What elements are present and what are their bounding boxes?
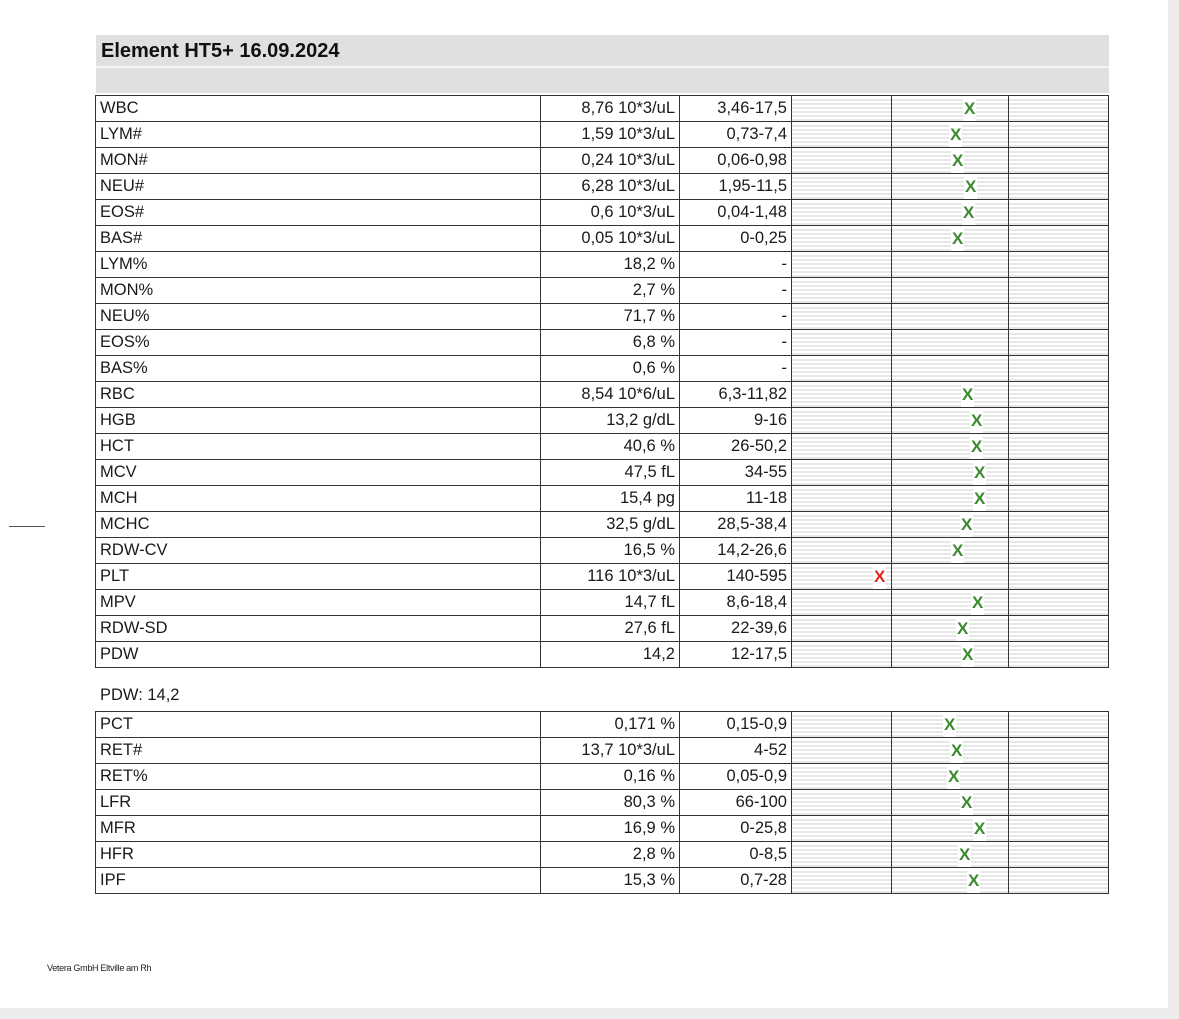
normal-flag-mark: X — [943, 712, 956, 737]
reference-range: 0,05-0,9 — [680, 764, 792, 790]
parameter-name: PCT — [96, 712, 541, 738]
table-row — [96, 252, 1109, 278]
scale-low-cell — [792, 460, 892, 486]
scale-high-cell — [1009, 738, 1109, 764]
table-row — [96, 486, 1109, 512]
table-row — [96, 330, 1109, 356]
scale-normal-cell — [892, 434, 1009, 460]
scale-normal-cell — [892, 356, 1009, 382]
scale-low-cell — [792, 330, 892, 356]
scale-low-cell — [792, 252, 892, 278]
table-row — [96, 868, 1109, 894]
reference-range: 14,2-26,6 — [680, 538, 792, 564]
scale-high-cell — [1009, 486, 1109, 512]
table-row — [96, 382, 1109, 408]
normal-flag-mark: X — [947, 764, 960, 789]
scale-high-cell — [1009, 842, 1109, 868]
result-value: 0,16 % — [541, 764, 680, 790]
table-row — [96, 790, 1109, 816]
parameter-name: WBC — [96, 96, 541, 122]
normal-flag-mark: X — [951, 538, 964, 563]
report-title: Element HT5+ 16.09.2024 — [101, 40, 340, 62]
reference-range: - — [680, 304, 792, 330]
reference-range: 66-100 — [680, 790, 792, 816]
result-value: 13,2 g/dL — [541, 408, 680, 434]
scale-low-cell — [792, 96, 892, 122]
result-value: 0,171 % — [541, 712, 680, 738]
scale-high-cell — [1009, 868, 1109, 894]
parameter-name: MPV — [96, 590, 541, 616]
scale-normal-cell — [892, 616, 1009, 642]
parameter-name: HGB — [96, 408, 541, 434]
scale-low-cell — [792, 790, 892, 816]
parameter-name: EOS# — [96, 200, 541, 226]
results-table-body — [96, 712, 1109, 894]
normal-flag-mark: X — [970, 434, 983, 459]
scale-low-cell — [792, 122, 892, 148]
scale-low-cell — [792, 356, 892, 382]
scale-high-cell — [1009, 816, 1109, 842]
parameter-name: NEU% — [96, 304, 541, 330]
table-row — [96, 738, 1109, 764]
scale-normal-cell — [892, 96, 1009, 122]
result-value: 6,8 % — [541, 330, 680, 356]
scale-low-cell — [792, 816, 892, 842]
parameter-name: MCHC — [96, 512, 541, 538]
result-value: 2,7 % — [541, 278, 680, 304]
result-value: 0,6 10*3/uL — [541, 200, 680, 226]
normal-flag-mark: X — [960, 790, 973, 815]
result-value: 8,54 10*6/uL — [541, 382, 680, 408]
result-value: 8,76 10*3/uL — [541, 96, 680, 122]
parameter-name: IPF — [96, 868, 541, 894]
reference-range: - — [680, 278, 792, 304]
scale-high-cell — [1009, 408, 1109, 434]
result-value: 13,7 10*3/uL — [541, 738, 680, 764]
scale-low-cell — [792, 616, 892, 642]
normal-flag-mark: X — [963, 96, 976, 121]
scale-normal-cell — [892, 512, 1009, 538]
scale-normal-cell — [892, 330, 1009, 356]
parameter-name: PLT — [96, 564, 541, 590]
reference-range: 0,06-0,98 — [680, 148, 792, 174]
results-table-reticulocytes — [95, 711, 1109, 894]
scale-high-cell — [1009, 712, 1109, 738]
result-value: 16,5 % — [541, 538, 680, 564]
table-row — [96, 200, 1109, 226]
result-value: 71,7 % — [541, 304, 680, 330]
parameter-name: RET% — [96, 764, 541, 790]
table-row — [96, 764, 1109, 790]
table-row — [96, 226, 1109, 252]
scale-low-cell — [792, 868, 892, 894]
table-row — [96, 538, 1109, 564]
header-separator — [96, 66, 1109, 68]
scale-low-cell — [792, 712, 892, 738]
reference-range: - — [680, 252, 792, 278]
scale-normal-cell — [892, 382, 1009, 408]
scale-normal-cell — [892, 842, 1009, 868]
scale-low-cell — [792, 538, 892, 564]
low-flag-mark: X — [873, 564, 886, 589]
result-value: 18,2 % — [541, 252, 680, 278]
normal-flag-mark: X — [967, 868, 980, 893]
reference-range: 11-18 — [680, 486, 792, 512]
parameter-name: MON% — [96, 278, 541, 304]
reference-range: 0,04-1,48 — [680, 200, 792, 226]
scale-high-cell — [1009, 590, 1109, 616]
normal-flag-mark: X — [951, 148, 964, 173]
reference-range: 0,7-28 — [680, 868, 792, 894]
scale-high-cell — [1009, 226, 1109, 252]
reference-range: 1,95-11,5 — [680, 174, 792, 200]
scale-low-cell — [792, 174, 892, 200]
result-value: 0,6 % — [541, 356, 680, 382]
scale-normal-cell — [892, 712, 1009, 738]
parameter-name: MCV — [96, 460, 541, 486]
reference-range: - — [680, 356, 792, 382]
scale-normal-cell — [892, 642, 1009, 668]
reference-range: 140-595 — [680, 564, 792, 590]
scale-normal-cell — [892, 408, 1009, 434]
scale-high-cell — [1009, 512, 1109, 538]
reference-range: 22-39,6 — [680, 616, 792, 642]
normal-flag-mark: X — [971, 590, 984, 615]
scale-high-cell — [1009, 174, 1109, 200]
result-value: 40,6 % — [541, 434, 680, 460]
table-row — [96, 816, 1109, 842]
normal-flag-mark: X — [950, 738, 963, 763]
normal-flag-mark: X — [962, 200, 975, 225]
scale-normal-cell — [892, 174, 1009, 200]
table-row — [96, 590, 1109, 616]
scale-high-cell — [1009, 764, 1109, 790]
table-row — [96, 278, 1109, 304]
result-value: 47,5 fL — [541, 460, 680, 486]
normal-flag-mark: X — [961, 642, 974, 667]
parameter-name: MON# — [96, 148, 541, 174]
scale-normal-cell — [892, 868, 1009, 894]
scale-high-cell — [1009, 434, 1109, 460]
table-row — [96, 356, 1109, 382]
scale-high-cell — [1009, 642, 1109, 668]
result-value: 27,6 fL — [541, 616, 680, 642]
scale-low-cell — [792, 148, 892, 174]
reference-range: 0-25,8 — [680, 816, 792, 842]
scale-normal-cell — [892, 764, 1009, 790]
parameter-name: HCT — [96, 434, 541, 460]
scale-low-cell — [792, 590, 892, 616]
scale-high-cell — [1009, 200, 1109, 226]
table-row — [96, 174, 1109, 200]
normal-flag-mark: X — [970, 408, 983, 433]
parameter-name: RDW-CV — [96, 538, 541, 564]
scale-high-cell — [1009, 148, 1109, 174]
scale-high-cell — [1009, 564, 1109, 590]
table-row — [96, 434, 1109, 460]
parameter-name: HFR — [96, 842, 541, 868]
normal-flag-mark: X — [973, 816, 986, 841]
scale-normal-cell — [892, 200, 1009, 226]
parameter-name: MCH — [96, 486, 541, 512]
results-table-main — [95, 95, 1109, 668]
scale-normal-cell — [892, 148, 1009, 174]
reference-range: 26-50,2 — [680, 434, 792, 460]
normal-flag-mark: X — [949, 122, 962, 147]
pdw-note: PDW: 14,2 — [100, 686, 180, 704]
table-row — [96, 642, 1109, 668]
parameter-name: EOS% — [96, 330, 541, 356]
scale-low-cell — [792, 408, 892, 434]
reference-range: 0,15-0,9 — [680, 712, 792, 738]
results-table-body — [96, 96, 1109, 668]
result-value: 1,59 10*3/uL — [541, 122, 680, 148]
scale-low-cell — [792, 512, 892, 538]
scale-high-cell — [1009, 330, 1109, 356]
scale-normal-cell — [892, 486, 1009, 512]
result-value: 16,9 % — [541, 816, 680, 842]
scale-high-cell — [1009, 790, 1109, 816]
scale-high-cell — [1009, 96, 1109, 122]
scale-low-cell — [792, 434, 892, 460]
reference-range: 0,73-7,4 — [680, 122, 792, 148]
scale-low-cell — [792, 486, 892, 512]
table-row — [96, 842, 1109, 868]
scale-low-cell — [792, 200, 892, 226]
scale-high-cell — [1009, 538, 1109, 564]
result-value: 14,7 fL — [541, 590, 680, 616]
parameter-name: LYM% — [96, 252, 541, 278]
table-row — [96, 408, 1109, 434]
scale-normal-cell — [892, 304, 1009, 330]
result-value: 15,4 pg — [541, 486, 680, 512]
parameter-name: MFR — [96, 816, 541, 842]
reference-range: 28,5-38,4 — [680, 512, 792, 538]
table-row — [96, 460, 1109, 486]
table-row — [96, 712, 1109, 738]
result-value: 80,3 % — [541, 790, 680, 816]
scale-low-cell — [792, 304, 892, 330]
scale-normal-cell — [892, 538, 1009, 564]
footer-lab-name: Vetera GmbH Eltville am Rh — [47, 963, 152, 973]
result-value: 14,2 — [541, 642, 680, 668]
normal-flag-mark: X — [961, 382, 974, 407]
reference-range: - — [680, 330, 792, 356]
table-row — [96, 304, 1109, 330]
parameter-name: NEU# — [96, 174, 541, 200]
scale-normal-cell — [892, 564, 1009, 590]
result-value: 0,24 10*3/uL — [541, 148, 680, 174]
reference-range: 3,46-17,5 — [680, 96, 792, 122]
normal-flag-mark: X — [958, 842, 971, 867]
table-row — [96, 122, 1109, 148]
normal-flag-mark: X — [951, 226, 964, 251]
scale-high-cell — [1009, 616, 1109, 642]
result-value: 6,28 10*3/uL — [541, 174, 680, 200]
margin-fold-mark — [9, 526, 45, 527]
parameter-name: LYM# — [96, 122, 541, 148]
result-value: 0,05 10*3/uL — [541, 226, 680, 252]
reference-range: 0-0,25 — [680, 226, 792, 252]
result-value: 116 10*3/uL — [541, 564, 680, 590]
normal-flag-mark: X — [964, 174, 977, 199]
reference-range: 34-55 — [680, 460, 792, 486]
parameter-name: RBC — [96, 382, 541, 408]
scale-high-cell — [1009, 122, 1109, 148]
result-value: 2,8 % — [541, 842, 680, 868]
scale-normal-cell — [892, 738, 1009, 764]
scale-high-cell — [1009, 382, 1109, 408]
normal-flag-mark: X — [956, 616, 969, 641]
table-row — [96, 512, 1109, 538]
reference-range: 0-8,5 — [680, 842, 792, 868]
scale-normal-cell — [892, 816, 1009, 842]
table-row — [96, 148, 1109, 174]
scale-high-cell — [1009, 460, 1109, 486]
scale-normal-cell — [892, 278, 1009, 304]
result-value: 32,5 g/dL — [541, 512, 680, 538]
scale-normal-cell — [892, 590, 1009, 616]
scale-low-cell — [792, 764, 892, 790]
result-value: 15,3 % — [541, 868, 680, 894]
reference-range: 12-17,5 — [680, 642, 792, 668]
scale-low-cell — [792, 226, 892, 252]
parameter-name: PDW — [96, 642, 541, 668]
scale-high-cell — [1009, 252, 1109, 278]
reference-range: 4-52 — [680, 738, 792, 764]
scale-normal-cell — [892, 122, 1009, 148]
scale-high-cell — [1009, 278, 1109, 304]
table-row — [96, 564, 1109, 590]
parameter-name: BAS# — [96, 226, 541, 252]
parameter-name: RDW-SD — [96, 616, 541, 642]
reference-range: 9-16 — [680, 408, 792, 434]
scale-normal-cell — [892, 460, 1009, 486]
report-header — [96, 35, 1109, 93]
normal-flag-mark: X — [973, 486, 986, 511]
scale-normal-cell — [892, 252, 1009, 278]
scale-low-cell — [792, 738, 892, 764]
scale-high-cell — [1009, 356, 1109, 382]
scale-low-cell — [792, 278, 892, 304]
scale-low-cell — [792, 564, 892, 590]
reference-range: 6,3-11,82 — [680, 382, 792, 408]
scale-normal-cell — [892, 226, 1009, 252]
scale-high-cell — [1009, 304, 1109, 330]
normal-flag-mark: X — [960, 512, 973, 537]
table-row — [96, 96, 1109, 122]
parameter-name: BAS% — [96, 356, 541, 382]
scale-low-cell — [792, 842, 892, 868]
scale-low-cell — [792, 382, 892, 408]
scale-normal-cell — [892, 790, 1009, 816]
parameter-name: RET# — [96, 738, 541, 764]
normal-flag-mark: X — [973, 460, 986, 485]
parameter-name: LFR — [96, 790, 541, 816]
scale-low-cell — [792, 642, 892, 668]
table-row — [96, 616, 1109, 642]
reference-range: 8,6-18,4 — [680, 590, 792, 616]
